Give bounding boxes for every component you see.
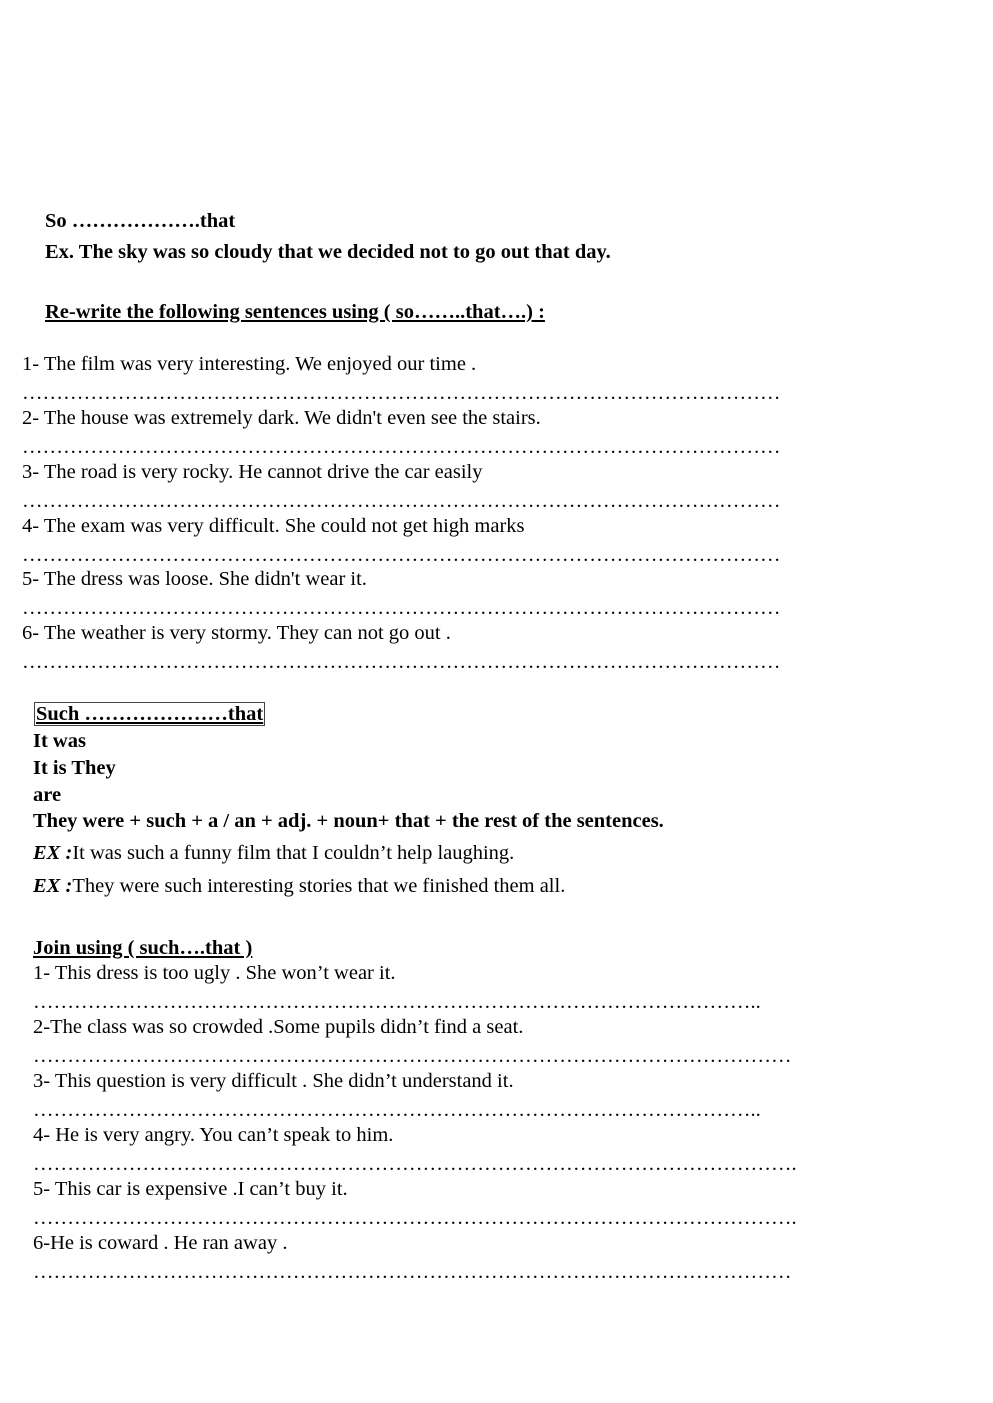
so-answer-line-4[interactable]: ………………………………………………………………………………………………… (22, 544, 781, 566)
structure-line-3: are (33, 784, 62, 806)
such-item-1: 1- This dress is too ugly . She won’t wear it. (33, 962, 396, 984)
so-answer-line-5[interactable]: ………………………………………………………………………………………………… (22, 597, 781, 619)
example-text: They were such interesting stories that we finished them all. (72, 875, 566, 897)
so-answer-line-3[interactable]: ………………………………………………………………………………………………… (22, 490, 781, 512)
so-answer-line-2[interactable]: ………………………………………………………………………………………………… (22, 436, 781, 458)
such-answer-line-4[interactable]: …………………………………………………………………………………………………. (33, 1153, 797, 1175)
so-that-heading: So ……………….that (45, 210, 236, 232)
so-item-3: 3- The road is very rocky. He cannot drive the car easily (22, 461, 483, 483)
structure-line-2: It is They (33, 757, 116, 779)
so-answer-line-1[interactable]: ………………………………………………………………………………………………… (22, 382, 781, 404)
so-that-instruction: Re-write the following sentences using ( so……..that….) : (45, 301, 545, 323)
such-that-heading: Such …………………that (36, 703, 264, 725)
such-item-3: 3- This question is very difficult . She didn’t understand it. (33, 1070, 514, 1092)
example-text: It was such a funny film that I couldn’t help laughing. (72, 842, 515, 864)
such-item-5: 5- This car is expensive .I can’t buy it. (33, 1178, 348, 1200)
such-answer-line-5[interactable]: …………………………………………………………………………………………………. (33, 1207, 797, 1229)
such-answer-line-6[interactable]: ………………………………………………………………………………………………… (33, 1261, 792, 1283)
so-that-example: Ex. The sky was so cloudy that we decided not to go out that day. (45, 241, 611, 263)
such-item-4: 4- He is very angry. You can’t speak to him. (33, 1124, 394, 1146)
structure-formula: They were + such + a / an + adj. + noun+ that + the rest of the sentences. (33, 810, 664, 832)
so-item-6: 6- The weather is very stormy. They can not go out . (22, 622, 451, 644)
such-example-2 (33, 874, 565, 898)
such-that-instruction: Join using ( such….that ) (33, 937, 253, 959)
so-item-4: 4- The exam was very difficult. She could not get high marks (22, 515, 525, 537)
example-label: EX : (33, 842, 73, 864)
such-answer-line-1[interactable]: …………………………………………………………………………………………….. (33, 991, 761, 1013)
such-that-heading-box (34, 702, 265, 726)
structure-line-1: It was (33, 730, 86, 752)
so-item-1: 1- The film was very interesting. We enjoyed our time . (22, 353, 477, 375)
example-label: EX : (33, 875, 73, 897)
so-item-5: 5- The dress was loose. She didn't wear it. (22, 568, 367, 590)
so-item-2: 2- The house was extremely dark. We didn't even see the stairs. (22, 407, 541, 429)
such-item-2: 2-The class was so crowded .Some pupils didn’t find a seat. (33, 1016, 524, 1038)
so-answer-line-6[interactable]: ………………………………………………………………………………………………… (22, 651, 781, 673)
such-answer-line-3[interactable]: …………………………………………………………………………………………….. (33, 1099, 761, 1121)
such-answer-line-2[interactable]: ………………………………………………………………………………………………… (33, 1045, 792, 1067)
such-item-6: 6-He is coward . He ran away . (33, 1232, 288, 1254)
such-example-1 (33, 841, 514, 865)
